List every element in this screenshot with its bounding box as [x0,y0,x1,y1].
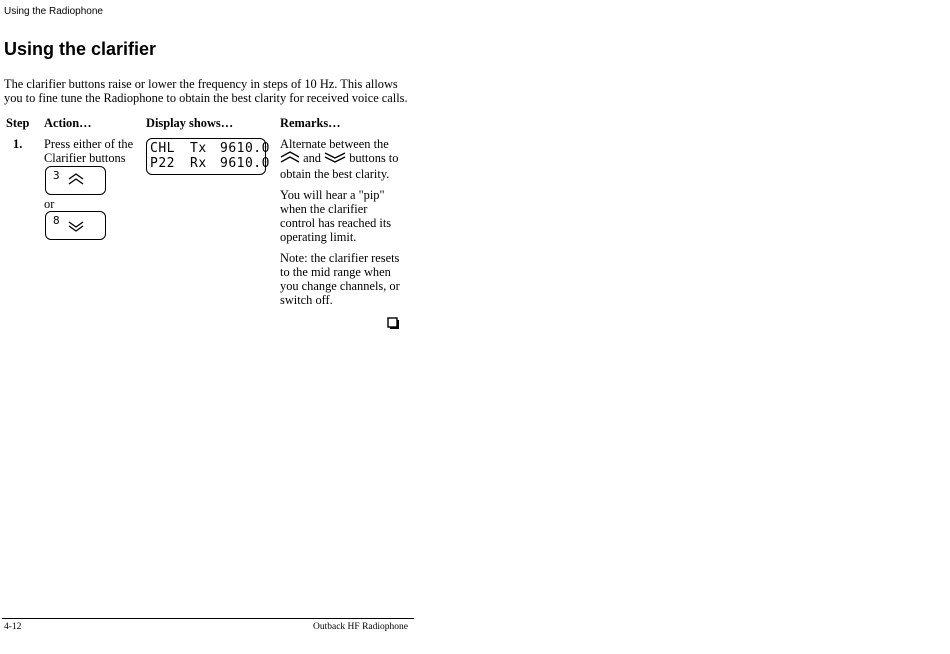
section-title: Using the clarifier [4,39,157,59]
lcd-channel-number: P22 [150,156,175,171]
remarks [280,137,402,314]
end-of-section-box-icon [387,317,399,329]
footer-book-title: Outback HF Radiophone [313,622,408,632]
remarks-p1-start: Alternate between the [280,137,389,151]
running-header: Using the Radiophone [4,6,103,17]
column-header-step: Step [6,116,30,130]
chevron-up-icon [280,151,300,167]
remarks-p1-end: buttons to obtain the best clarity. [280,151,399,181]
footer-page-number: 4-12 [4,622,22,632]
remarks-paragraph-1 [280,137,402,181]
lcd-display [146,138,270,175]
chevron-down-icon [67,217,85,238]
remarks-paragraph-2: You will hear a "pip" when the clarifier control has reached its operating limit. [280,188,392,244]
column-header-action: Action… [44,116,92,130]
footer-rule [2,618,414,619]
lcd-channel-label: CHL [150,141,175,156]
chevron-up-icon [67,172,85,191]
action-text: Press either of the Clarifier buttons [44,137,134,165]
remarks-p1-and: and [303,151,321,165]
remarks-paragraph-3: Note: the clarifier resets to the mid range when you change channels, or switch off. [280,251,400,307]
key-number-8: 8 [53,214,60,227]
clarifier-down-key [45,211,106,240]
column-header-display: Display shows… [146,116,234,130]
lcd-rx-frequency: 9610.0 [220,156,270,171]
lcd-line-1 [150,141,270,156]
key-number-3: 3 [53,169,60,182]
chevron-down-icon [324,151,346,167]
lcd-mode-tx: Tx [190,141,207,156]
column-header-remarks: Remarks… [280,116,341,130]
step-number: 1. [13,137,23,151]
or-label: or [44,197,55,211]
lcd-mode-rx: Rx [190,156,207,171]
intro-paragraph: The clarifier buttons raise or lower the frequency in steps of 10 Hz. This allows you to fine tune the Radiophone to obtain the best clarity for received voice calls. [4,77,408,105]
clarifier-up-key [45,166,106,195]
lcd-tx-frequency: 9610.0 [220,141,270,156]
lcd-line-2 [150,156,270,171]
